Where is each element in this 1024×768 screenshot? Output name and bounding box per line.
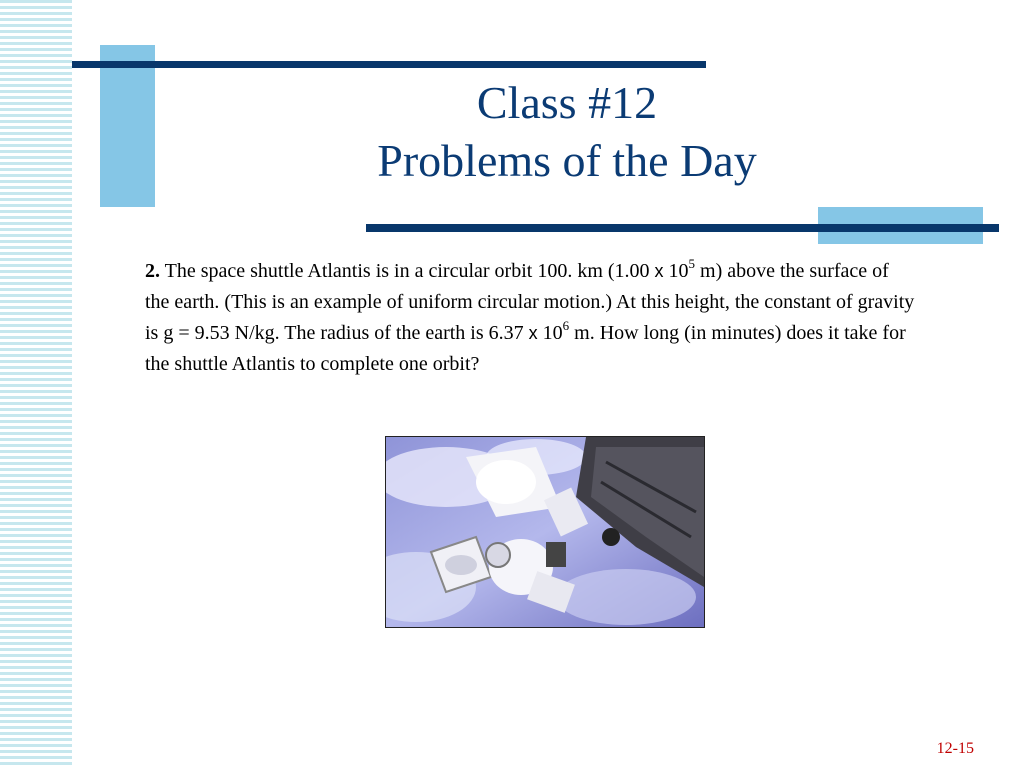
multiplication-sign: x	[528, 323, 538, 343]
slide-number: 12-15	[936, 740, 974, 757]
title-line-1: Class #12	[476, 77, 658, 128]
decorative-block-top	[100, 45, 155, 207]
exponent: 5	[688, 256, 696, 271]
exponent: 6	[562, 318, 570, 333]
decorative-line-top	[72, 61, 706, 68]
problem-text-part-b: m) above the surface of the earth. (This is an example of uniform circular motion.) At this height, the constant of gravity is g = 9.53 N/kg. The radius of the earth is 6.37	[145, 260, 915, 344]
multiplication-sign: x	[654, 261, 664, 281]
problem-text-part-a: The space shuttle Atlantis is in a circular orbit 100. km (1.00	[160, 260, 655, 282]
problem-text	[145, 256, 915, 380]
title-line-2: Problems of the Day	[377, 135, 757, 186]
striped-left-border	[0, 0, 72, 768]
power-base: 10	[537, 322, 563, 344]
problem-number: 2.	[145, 260, 160, 282]
problem-text-part-c: m. How long (in minutes) does it take for the shuttle Atlantis to complete one orbit?	[145, 322, 906, 375]
power-base: 10	[663, 260, 689, 282]
astronaut-spacewalk-photo	[385, 436, 705, 628]
slide-title	[250, 74, 884, 190]
decorative-line-bottom	[366, 224, 999, 232]
